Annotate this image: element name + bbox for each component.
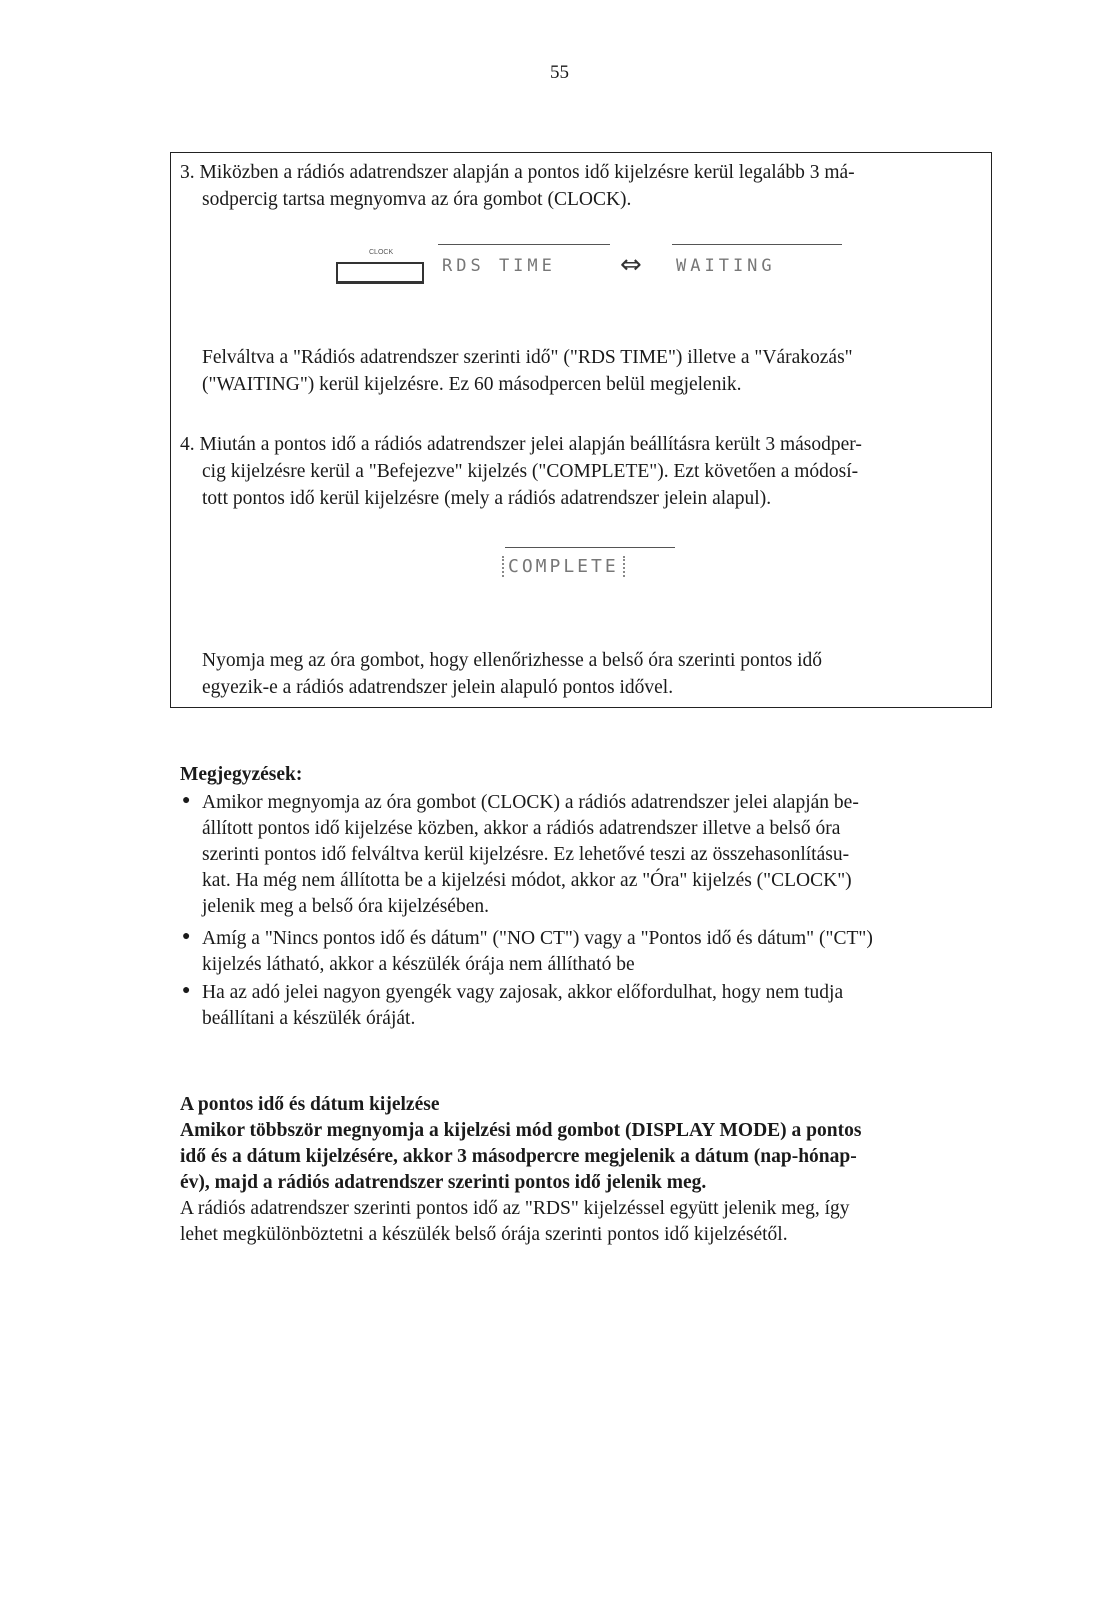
datetime-line1: A rádiós adatrendszer szerinti pontos idő az "RDS" kijelzéssel együtt jelenik meg, így xyxy=(180,1198,850,1219)
datetime-line2: lehet megkülönböztetni a készülék belső órája szerinti pontos idő kijelzésétől. xyxy=(180,1224,788,1245)
notes-heading: Megjegyzések: xyxy=(180,764,303,785)
step3-para-line2: ("WAITING") kerül kijelzésre. Ez 60 másodpercen belül megjelenik. xyxy=(202,374,742,395)
clock-button-illustration xyxy=(336,262,424,284)
datetime-bold-line3: év), majd a rádiós adatrendszer szerinti pontos idő jelenik meg. xyxy=(180,1172,707,1193)
lcd-rds-time-text: RDS TIME xyxy=(442,256,556,276)
datetime-heading: A pontos idő és dátum kijelzése xyxy=(180,1094,440,1115)
note3-line1: Ha az adó jelei nagyon gyengék vagy zajosak, akkor előfordulhat, hogy nem tudja xyxy=(202,982,844,1003)
step4-para-line1: Nyomja meg az óra gombot, hogy ellenőrizhesse a belső óra szerinti pontos idő xyxy=(202,650,823,671)
lcd-waiting-text: WAITING xyxy=(676,256,776,276)
note2-line1: Amíg a "Nincs pontos idő és dátum" ("NO CT") vagy a "Pontos idő és dátum" ("CT") xyxy=(202,928,873,949)
step3-line2: sodpercig tartsa megnyomva az óra gombot (CLOCK). xyxy=(202,189,632,210)
note1-line2: állított pontos idő kijelzése közben, akkor a rádiós adatrendszer illetve a belső óra xyxy=(202,818,841,839)
bullet-icon: ● xyxy=(182,983,191,998)
lcd-display-rds-time xyxy=(438,244,610,245)
note1-line3: szerinti pontos idő felváltva kerül kijelzésre. Ez lehetővé teszi az összehasonlításu- xyxy=(202,844,850,865)
note1-line5: jelenik meg a belső óra kijelzésében. xyxy=(202,896,489,917)
step4-para-line2: egyezik-e a rádiós adatrendszer jelein alapuló pontos idővel. xyxy=(202,677,674,698)
instruction-box xyxy=(170,152,992,708)
lcd-complete-text: COMPLETE xyxy=(502,556,625,577)
note1-line4: kat. Ha még nem állította be a kijelzési módot, akkor az "Óra" kijelzés ("CLOCK") xyxy=(202,870,852,891)
lcd-display-complete xyxy=(505,547,675,548)
step4-line3: tott pontos idő kerül kijelzésre (mely a rádiós adatrendszer jelein alapul). xyxy=(202,488,772,509)
step3-para-line1: Felváltva a "Rádiós adatrendszer szerinti idő" ("RDS TIME") illetve a "Várakozás" xyxy=(202,347,853,368)
datetime-bold-line1: Amikor többször megnyomja a kijelzési mód gombot (DISPLAY MODE) a pontos xyxy=(180,1120,862,1141)
datetime-bold-line2: idő és a dátum kijelzésére, akkor 3 másodpercre megjelenik a dátum (nap-hónap- xyxy=(180,1146,857,1167)
clock-button-label: CLOCK xyxy=(369,249,394,256)
bullet-icon: ● xyxy=(182,793,191,808)
note1-line1: Amikor megnyomja az óra gombot (CLOCK) a rádiós adatrendszer jelei alapján be- xyxy=(202,792,859,813)
page-number: 55 xyxy=(550,62,569,83)
bullet-icon: ● xyxy=(182,929,191,944)
step4-line1: 4. Miután a pontos idő a rádiós adatrendszer jelei alapján beállításra került 3 másodper- xyxy=(180,434,862,455)
note2-line2: kijelzés látható, akkor a készülék órája nem állítható be xyxy=(202,954,635,975)
lcd-display-waiting xyxy=(672,244,842,245)
step4-line2: cig kijelzésre kerül a "Befejezve" kijelzés ("COMPLETE"). Ezt követően a módosí- xyxy=(202,461,859,482)
note3-line2: beállítani a készülék óráját. xyxy=(202,1008,416,1029)
step3-line1: 3. Miközben a rádiós adatrendszer alapján a pontos idő kijelzésre kerül legalább 3 má- xyxy=(180,162,855,183)
alternating-arrow-icon: ⇔ xyxy=(620,250,642,280)
